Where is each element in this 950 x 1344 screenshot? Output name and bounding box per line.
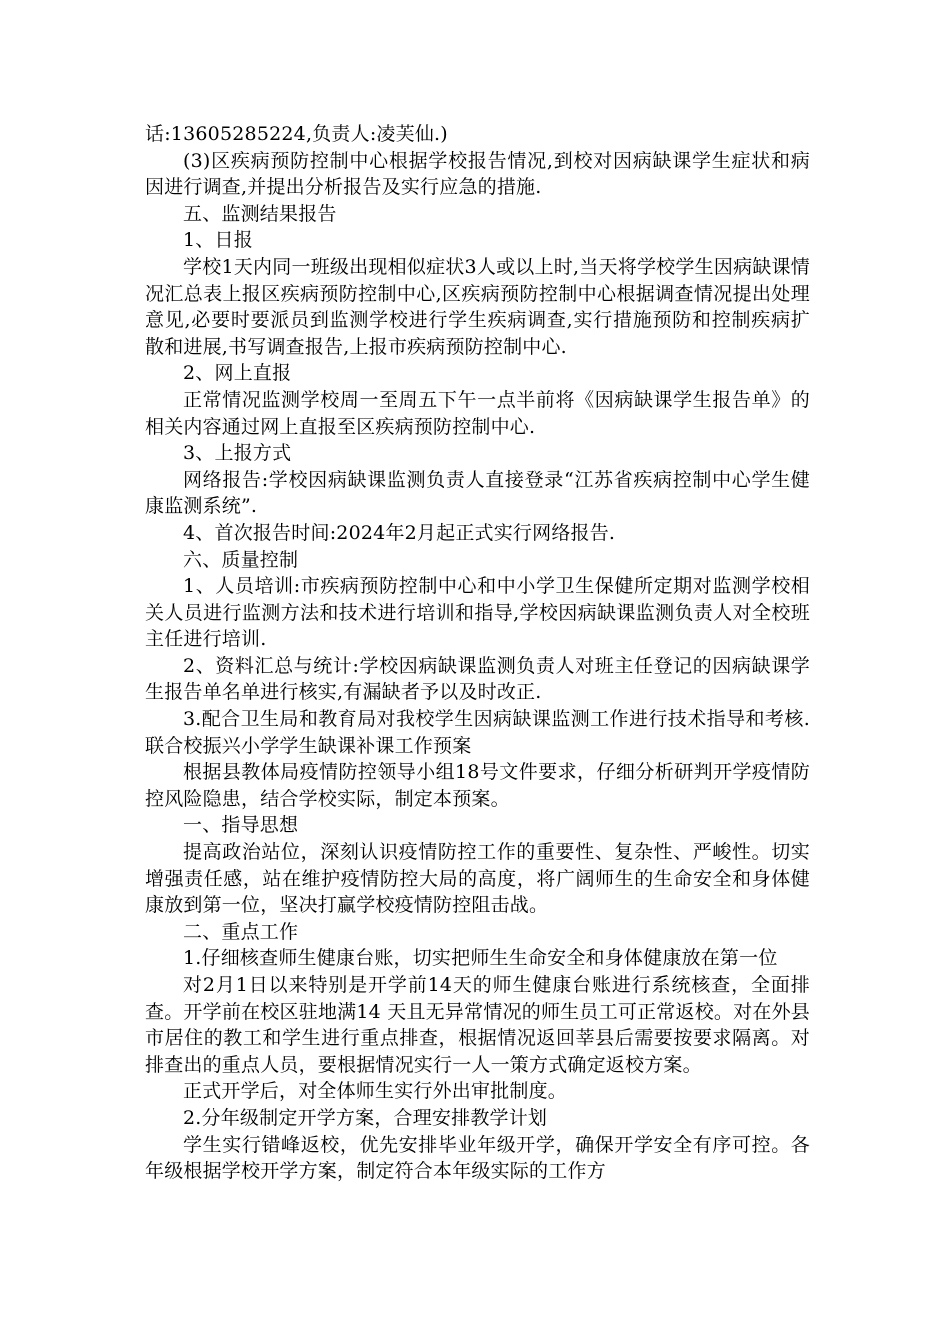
paragraph-guiding-thought: 提高政治站位，深刻认识疫情防控工作的重要性、复杂性、严峻性。切实增强责任感，站在维护疫情防控大局的高度，将广阔师生的生命安全和身体健康放到第一位，坚决打赢学校疫情防控阻击战。 [145, 841, 810, 917]
heading-key-work: 二、重点工作 [183, 920, 299, 943]
heading-grade-plan: 2.分年级制定开学方案，合理安排教学计划 [183, 1106, 548, 1129]
heading-guiding-thought: 一、指导思想 [183, 814, 299, 837]
paragraph-grade-plan: 学生实行错峰返校，优先安排毕业年级开学，确保开学安全有序可控。各年级根据学校开学方案，制定符合本年级实际的工作方 [145, 1133, 810, 1183]
heading-report-method: 3、上报方式 [183, 442, 292, 465]
paragraph-contact-info: 话:13605285224,负责人:凌芙仙.) [145, 123, 448, 145]
paragraph-staff-training: 1、人员培训:市疾病预防控制中心和中小学卫生保健所定期对监测学校相关人员进行监测方法和技术进行培训和指导,学校因病缺课监测负责人对全校班主任进行培训. [145, 575, 810, 651]
paragraph-data-statistics: 2、资料汇总与统计:学校因病缺课监测负责人对班主任登记的因病缺课学生报告单名单进行核实,有漏缺者予以及时改正. [145, 654, 810, 704]
document-page [145, 121, 849, 1185]
paragraph-daily-report: 学校1天内同一班级出现相似症状3人或以上时,当天将学校学生因病缺课情况汇总表上报区疾病预防控制中心,区疾病预防控制中心根据调查情况提出处理意见,必要时要派员到监测学校进行学生疾病调查,实行措施预防和控制疾病扩散和进展,书写调查报告,上报市疾病预防控制中心. [145, 255, 810, 358]
paragraph-online-report: 正常情况监测学校周一至周五下午一点半前将《因病缺课学生报告单》的相关内容通过网上直报至区疾病预防控制中心. [145, 388, 810, 438]
paragraph-cooperation: 3.配合卫生局和教育局对我校学生因病缺课监测工作进行技术指导和考核. 联合校振兴小学学生缺课补课工作预案 [145, 708, 849, 757]
paragraph-report-method: 网络报告:学校因病缺课监测负责人直接登录“江苏省疾病控制中心学生健康监测系统”. [145, 468, 810, 518]
heading-health-ledger: 1.仔细核查师生健康台账，切实把师生生命安全和身体健康放在第一位 [183, 947, 778, 970]
paragraph-first-report-time: 4、首次报告时间:2024年2月起正式实行网络报告. [183, 521, 616, 544]
paragraph-plan-intro: 根据县教体局疫情防控领导小组18号文件要求，仔细分析研判开学疫情防控风险隐患，结合学校实际，制定本预案。 [145, 761, 810, 810]
paragraph-approval-system: 正式开学后，对全体师生实行外出审批制度。 [183, 1080, 568, 1103]
paragraph-health-ledger: 对2月1日以来特别是开学前14天的师生健康台账进行系统核查，全面排查。开学前在校区驻地满14 天且无异常情况的师生员工可正常返校。对在外县市居住的教工和学生进行重点排查，根据情况返回莘县后需要按要求隔离。对排查出的重点人员，要根据情况实行一人一策方式确定返校方案。 [145, 974, 810, 1076]
paragraph-investigation: (3)区疾病预防控制中心根据学校报告情况,到校对因病缺课学生症状和病因进行调查,并提出分析报告及实行应急的措施. [145, 149, 810, 199]
heading-section-6: 六、质量控制 [183, 548, 299, 571]
heading-daily-report: 1、日报 [183, 229, 253, 252]
heading-online-report: 2、网上直报 [183, 362, 292, 385]
heading-section-5: 五、监测结果报告 [183, 202, 337, 225]
